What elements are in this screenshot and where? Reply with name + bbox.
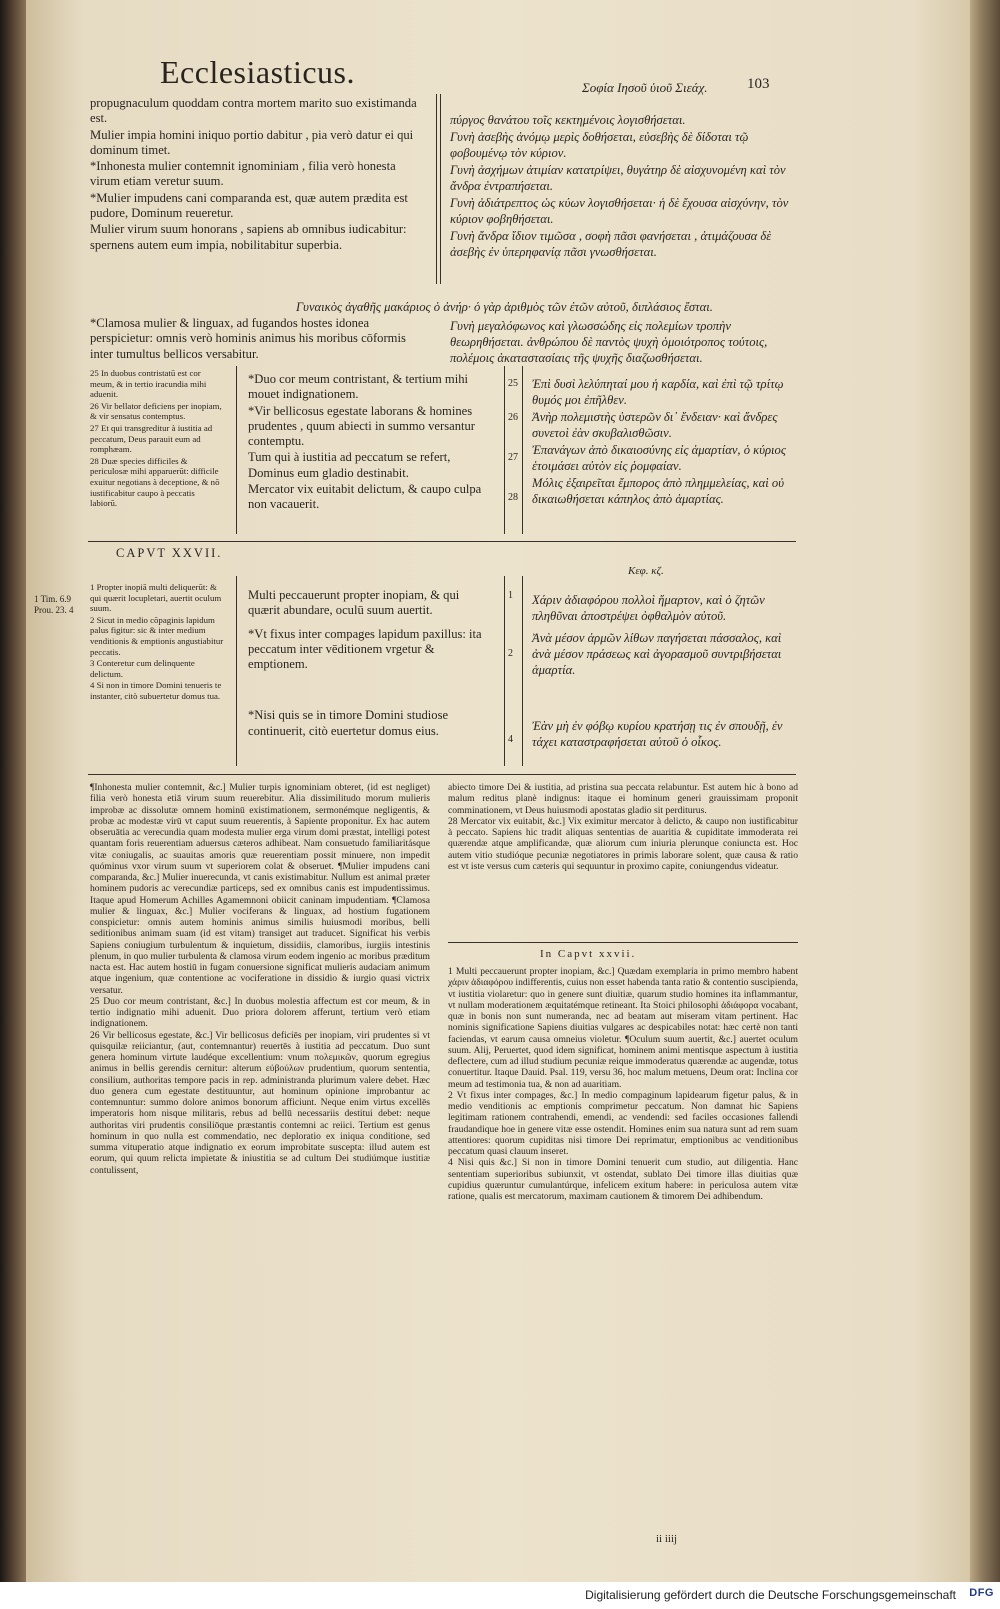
commentary-left: ¶Inhonesta mulier contemnit, &c.] Mulier turpis ignominiam obteret, (id est negliget) filia verò honesta etiā virum suum reuerebitur. Alia dissimilitudo morum mulieris improbæ ac dissolutæ omnem hominū existimationem, sermonémque negligentis, & probæ ac modestæ virū vt caput suum reuerentis, à Sapiente proponitur. Ex hac autem obseruātia ac verecundia quam modesta mulier erga virum domi præstat, intelligi potest quantam foris reuerentiam aduersus cæteros adhibeat. Nam consuetudo familiaritásque vitæ coniugalis, ac suauitas amoris quæ reuerentiam possit minuere, non impedit quóminus vxor virum suum vt superiorem colat & obseruet. ¶Mulier impudens cani comparanda, &c.] Mulier inuerecunda, vt canis existimabitur. Nullum est animal præter hominem pudoris ac verecundiæ particeps, sed ex omnibus canis est impudentissimus. Itaque apud Homerum Achilles Agamemnoni obiicit caninam impudentiam. ¶Clamosa mulier & linguax, &c.] Mulier vociferans & linguax, ad hostium fugationem conspicietur: omnis autem hominis animus similis huiusmodi moribus, belli seditionibus animam suam (id est vitam) transiget aut traducet. Significat his verbis Sapiens coniugium turbulentum & inquietum, dissidiis, clamoribus, iurgiis intestinis plenum, in quo mulier turbulenta & clamosa virum eodem ingenio ac moribus præditum nacta est. Hac autem hostiū in fugam conuersione significat mulieris audaciam animum atque ingenium, quæ contentione ac vociferatione in dissidio & iurgio quasi victrix versatur. 25 Duo cor meum contristant, &c.] In duobus molestia affectum est cor meum, & in tertio indignatio mihi aduenit. Duo priora dolorem afferunt, tertium verò etiam indignationem. 26 Vir bellicosus egestate, &c.] Vir bellicosus deficiēs per inopiam, viri prudentes si vt quisquilæ reiiciantur, (aut, contemnantur) reuertēs à iustitia ad peccatum. Duo sunt genera hominum virtute laudéque excellentium: vnum πολεμικῶν, quorum egregius animus in bellis gerendis cernitur: alterum εὐβούλων prudentium, quorum sententia, consilium, authoritas tempore pacis in rep. administranda plurimum valere debet. Hæc duo genera cum egestate destituuntur, aut hominum opinione improbantur ac contemnuntur: summo dolore animos bonorum afficiunt. Neque enim virtus excellēs imperatoris hom nisque militaris, rebus ad bellū necessariis destitui debet: neque authoritas viri prudentis consiliōque præstantis contemni ac reiici. Tertium est genus hominum in quo nulla est commendatio, nec deploratio ex iniqua conditione, sed summa vituperatio atque indignatio ex eorum improbitate suscepta: illud autem est eorum, qui quum relicta impietate & iniustitia se ad cultum Dei studiúmque iustitiæ contulissent, — [90, 782, 430, 1176]
margin-reference: Prou. 23. 4 — [34, 605, 74, 615]
latin-verse: *Duo cor meum contristant, & tertium mihi mouet indignationem. — [248, 372, 469, 402]
latin-verse: *Inhonesta mulier contemnit ignominiam , filia verò honesta virum etiam veretur suum. — [90, 159, 396, 189]
greek-verse: Μόλις ἐξαιρεῖται ἔμπορος ἀπὸ πλημμελείας, καὶ οὐ δικαιωθήσεται κάπηλος ἀπὸ ἁμαρτίας. — [532, 476, 784, 506]
column-divider — [236, 576, 237, 766]
vulgate-note: 25 In duobus contristatū est cor meum, & in tertio iracundia mihi aduenit. — [90, 368, 207, 400]
commentary-right-top: abiecto timore Dei & iustitia, ad pristina sua peccata relabuntur. Est autem hic à bono ad malum reditus planè indignus: itaque ei hominum generi grauissimam proponit comminationem, vt Deus huiusmodi apostatas gladio sit perditurus. 28 Mercator vix euitabit, &c.] Vix eximitur mercator à delicto, & caupo non iustificabitur à peccato. Sapiens hic tradit aliquas sententias de auaritia & cupiditate immoderata rei quærendæ atque amplificandæ, quæ aliorum cum iniuria plerunque coniuncta est. Hoc autem vitio studióque pecuniæ negotiatores in primis laborare solent, quæ causa & ratio est vt iste versus cum cæteris qui sequuntur in proximo capite, coniungendus videatur. — [448, 782, 798, 872]
column-divider — [504, 366, 505, 534]
greek-verse: πύργος θανάτου τοῖς κεκτημένοις λογισθήσεται. — [450, 113, 686, 127]
vulgate-note: 4 Si non in timore Domini tenueris te instanter, citò subuertetur domus tua. — [90, 680, 222, 701]
footer-credit: Digitalisierung gefördert durch die Deutsche Forschungsgemeinschaft — [585, 1588, 956, 1602]
top-greek-column — [450, 112, 790, 261]
vulgate-note: 1 Propter inopiā multi deliquerūt: & qui quærit locupletari, auertit oculum suum. — [90, 582, 222, 614]
commentary-right-bottom: 1 Multi peccauerunt propter inopiam, &c.] Quædam exemplaria in primo membro habent χάριν ἀδιαφόρου indifferentis, cuius non esset habenda tanta ratio & contentio suscipienda, vt iustitia violaretur: quo in genere sunt diuitiæ, quarum studio homines ita inflammantur, vt nullam moderationem æquitatémque retineant. Ita Stoici philosophi ἀδιάφορα vocabant, quæ in bonis non sunt numeranda, nec ad beatam aut miseram vitam pertinent. Hac nominis significatione Sapiens diuitias vulgares ac despicabiles notat: hæc certè non tanti faciendas, vt earum causa omneius violetur. ¶Oculum suum auertit, &c.] auertet oculum suum. Alij, Peruertet, quod idem significat, hominem animi mentisque aspectum à iustitia deflectere, cum ad illud studium pecuniæ reique immoderatus quærendæ ac augendæ, totus conuertitur. Itaque Dauid. Psal. 119, versu 36, hoc malum metuens, Deum orat: Inclina cor meum ad testimonia tua, & non ad auaritiam. 2 Vt fixus inter compages, &c.] In medio compaginum lapidearum figetur palus, & in medio venditionis ac emptionis comprimetur peccatum. Non damnat hic Sapiens legitimam rationem contrahendi, emendi, ac vendendi: sed faciles occasiones fallendi fraudandique hoe in genere vitæ esse ostendit. Homines enim sua natura sunt ad rem suam attentiores: quorum cupiditas nisi timore Dei reprimatur, emptionibus ac venditionibus peccatum quasi clauum inseret. 4 Nisi quis &c.] Si non in timore Domini tenuerit cum studio, aut diligentia. Hanc sententiam superioribus subiunxit, vt ostendat, sublato Dei timore illas diuitias quæ cupidius quæruntur cumulantúrque, infelicem exitum habere: in periculosa autem vitæ ratione, qualis est mercatorum, maximam cautionem & timorem Dei adhibendum. — [448, 966, 798, 1202]
greek-verse: Χάριν ἀδιαφόρου πολλοὶ ἥμαρτον, καὶ ὁ ζητῶν πληθῦναι ἀποστρέψει ὀφθαλμὸν αὐτοῦ. — [532, 593, 765, 623]
latin-verse: Mercator vix euitabit delictum, & caupo culpa non vacauerit. — [248, 482, 482, 512]
vulgate-notes-2 — [90, 582, 224, 703]
footer-bar — [0, 1582, 1000, 1609]
vulgate-note: 28 Duæ species difficiles & periculosæ mihi apparuerūt: difficile exuitur negotians à deceptione, & nō iustificabitur caupo à peccatis labiorū. — [90, 455, 220, 509]
vulgate-note: 3 Conteretur cum delinquente delictum. — [90, 658, 195, 679]
margin-references — [34, 594, 90, 616]
greek-column-2 — [532, 592, 794, 751]
center-latin-2 — [248, 588, 494, 740]
vulgate-note: 2 Sicut in medio cōpaginis lapidum palus figitur: sic & inter medium venditionis & emptionis angustiabitur peccatis. — [90, 614, 224, 657]
latin-verse: *Clamosa mulier & linguax, ad fugandos hostes idonea perspicietur: omnis verò hominis animus his moribus cōformis inter tumultus bellicos versabitur. — [90, 316, 406, 361]
greek-verse: Ἀνὰ μέσον ἁρμῶν λίθων παγήσεται πάσσαλος, καὶ ἀνὰ μέσον πράσεως καὶ ἀγορασμοῦ συντριβήσεται ἁμαρτία. — [532, 631, 782, 677]
vulgate-note: 27 Et qui transgreditur à iustitia ad peccatum, Deus parauit eum ad romphæam. — [90, 422, 213, 455]
greek-verse: Γυνὴ ἀσεβὴς ἀνόμῳ μερὶς δοθήσεται, εὐσεβὴς δὲ δίδοται τῷ φοβουμένῳ τὸν κύριον. — [450, 130, 749, 160]
column-divider — [236, 366, 237, 534]
page-number: 103 — [747, 76, 770, 92]
section-rule — [88, 774, 796, 775]
greek-chapter-heading: Κεφ. κζ. — [628, 565, 664, 577]
column-divider — [436, 94, 437, 284]
column-divider — [522, 366, 523, 534]
verse-number: 26 — [508, 412, 518, 423]
greek-verse: Ἀνὴρ πολεμιστὴς ὑστερῶν δι᾽ ἔνδειαν· καὶ ἄνδρες συνετοὶ ἐὰν σκυβαλισθῶσιν. — [532, 410, 778, 440]
greek-verse: Ἐπὶ δυσὶ λελύπηταί μου ἡ καρδία, καὶ ἐπὶ τῷ τρίτῳ θυμός μοι ἐπῆλθεν. — [532, 377, 784, 407]
verse-number: 2 — [508, 648, 513, 659]
vulgate-note: 26 Vir bellator deficiens per inopiam, & vir sensatus contemptus. — [90, 400, 222, 422]
greek-centerline: Γυναικὸς ἀγαθῆς μακάριος ὁ ἀνήρ· ὁ γὰρ ἀριθμὸς τῶν ἐτῶν αὐτοῦ, διπλάσιος ἔσται. — [296, 300, 713, 314]
greek-verse: Γυνὴ ἀσχήμων ἀτιμίαν κατατρίψει, θυγάτηρ δὲ αἰσχυνομένη καὶ τὸν ἄνδρα ἐντραπήσεται. — [450, 163, 786, 193]
running-title: Ecclesiasticus. — [160, 54, 355, 90]
section-rule — [88, 541, 796, 542]
commentary-rule — [448, 942, 798, 943]
book-spine — [0, 0, 26, 1609]
latin-verse: *Nisi quis se in timore Domini studiose continuerit, citò euertetur domus eius. — [248, 708, 449, 738]
greek-verse: Γυνὴ μεγαλόφωνος καὶ γλωσσώδης εἰς πολεμίων τροπὴν θεωρηθήσεται. ἀνθρώπου δὲ παντὸς ψυχὴ ὁμοιότροπος τούτοις, πολέμοις ἀκαταστασίαις τῆς ψυχῆς διαζωσθήσεται. — [450, 319, 768, 365]
greek-column-1 — [532, 376, 794, 508]
verse-number: 25 — [508, 378, 518, 389]
latin-verse: Mulier virum suum honorans , sapiens ab omnibus iudicabitur: spernens autem eum impia, nobilitabitur superbia. — [90, 222, 407, 252]
greek-running-title: Σοφία Ιησοῦ ὑιοῦ Σιεάχ. — [582, 80, 708, 95]
column-divider — [440, 94, 441, 284]
verse-number: 1 — [508, 590, 513, 601]
commentary-caput-heading: In Capvt xxvii. — [540, 948, 637, 960]
latin-verse: *Vt fixus inter compages lapidum paxillus: ita peccatum inter vēditionem vrgetur & emptionem. — [248, 626, 482, 672]
greek-verse: Ἐπανάγων ἀπὸ δικαιοσύνης εἰς ἁμαρτίαν, ὁ κύριος ἑτοιμάσει αὐτὸν εἰς ῥομφαίαν. — [532, 443, 786, 473]
column-divider — [522, 576, 523, 766]
greek-verse: Γυνὴ ἄνδρα ἴδιον τιμῶσα , σοφὴ πᾶσι φανήσεται , ἀτιμάζουσα δὲ ἀσεβὴς ἐν ὑπερηφανίᾳ πᾶσι γνωσθήσεται. — [450, 229, 772, 259]
top-latin-column — [90, 96, 420, 254]
latin-verse: Multi peccauerunt propter inopiam, & qui quærit abundare, oculū suum auertit. — [248, 588, 460, 618]
page-edge — [970, 0, 1000, 1609]
margin-reference: 1 Tim. 6.9 — [34, 594, 72, 604]
latin-verse: *Vir bellicosus egestate laborans & homines prudentes , quum abiecti in summo versantur contemptu. — [248, 403, 475, 449]
verse-number: 27 — [508, 452, 518, 463]
column-divider — [504, 576, 505, 766]
latin-verse: propugnaculum quoddam contra mortem marito suo existimanda est. — [90, 96, 417, 126]
verse-number: 28 — [508, 492, 518, 503]
verse-number: 4 — [508, 734, 513, 745]
greek-verse: Γυνὴ ἀδιάτρεπτος ὡς κύων λογισθήσεται· ἡ δὲ ἔχουσα αἰσχύνην, τὸν κύριον φοβηθήσεται. — [450, 196, 789, 226]
mid-greek — [450, 318, 790, 367]
caput-heading: CAPVT XXVII. — [116, 546, 223, 560]
latin-verse: *Mulier impudens cani comparanda est, quæ autem prædita est pudore, Dominum reueretur. — [90, 190, 408, 221]
greek-verse: Ἐὰν μὴ ἐν φόβῳ κυρίου κρατήσῃ τις ἐν σπουδῇ, ἐν τάχει καταστραφήσεται αὐτοῦ ὁ οἶκος. — [532, 719, 783, 749]
mid-latin — [90, 300, 430, 363]
center-latin-1 — [248, 372, 494, 514]
vulgate-notes-1 — [90, 368, 224, 510]
book-page — [26, 0, 970, 1582]
dfg-logo: DFG — [969, 1587, 994, 1599]
latin-verse: Tum qui à iustitia ad peccatum se refert, Dominus eum gladio destinabit. — [248, 450, 451, 480]
latin-verse: Mulier impia homini iniquo portio dabitur , pia verò datur ei qui dominum timet. — [90, 127, 414, 157]
signature-mark: ii iiij — [656, 1533, 678, 1545]
